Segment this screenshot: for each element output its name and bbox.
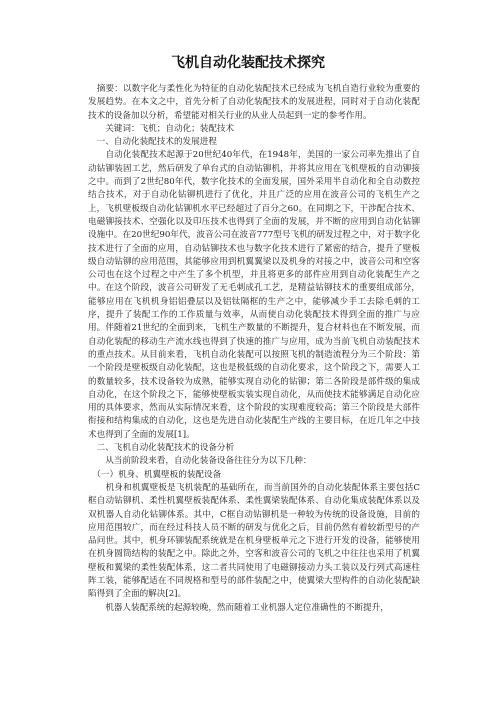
paragraph-equipment-intro: 从当前阶段来看，自动化装备设备往往分为以下几种： [88, 456, 312, 467]
page-title: 飞机自动化装配技术探究 [171, 55, 325, 71]
paragraph-robot-system: 机器人装配系统的起源较晚，然而随着工业机器人定位准确性的不断提升， [88, 602, 389, 613]
section-heading-2: 二、飞机自动化装配技术的设备分析 [88, 443, 235, 454]
keywords-paragraph: 关键词：飞机；自动化；装配技术 [88, 123, 235, 134]
document-body [88, 83, 420, 615]
section-heading-1: 一、自动化装配技术的发展进程 [88, 137, 217, 148]
subsection-heading-1: （一）机身、机翼壁板的装配设备 [88, 469, 222, 480]
paragraph-development: 自动化装配技术起源于20世纪40年代，在1948年，美国的一家公司率先推出了自动钻铆装固工艺，然后研发了单台式的自动钻铆机，并将其应用在飞机壁板的自动铆接之中。而到了2世纪80年代，数字化技术的全面发展，国外采用半自动化和全自动数控结合技术，对于自动化钻铆机进行了优化，并且广泛的应用在波音公司的飞机生产之上，飞机壁板级自动化钻铆机水平已经超过了百分之60。在同期之下，干涉配合技术、电磁铆接技术、空强化以及印压技术也得到了全面的发展，并不断的应用到自动化钻铆设施中。在20世纪90年代，波音公司在波音777型号飞机的研发过程之中，对于数字化技术进行了全面的应用，自动钻铆技术也与数字化技术进行了紧密的结合，提升了壁板级自动钻铆的应用范围，其能够应用到机翼翼梁以及机身的对接之中，波音公司和空客公司也在这个过程之中产生了多个机型，并且将更多的部件应用到自动化装配生产之中。在这个阶段，波音公司研发了无毛刺成孔工艺，是精益钻铆技术的重要组成部分，能够应用在飞机机身铝铝叠层以及铝钛隔框的生产之中，能够减少手工去除毛刺的工序，提升了装配工作的工作质量与效率，从而使自动化装配技术得到全面的推广与应用。伴随着21世纪的全面到来，飞机生产数量的不断提升，复合材料也在不断发展，而自动化装配的移动生产流水线也得到了快速的推广与应用，成为当前飞机自动装配技术的重点技术。从目前来看，飞机自动化装配可以按照飞机的制造流程分为三个阶段：第一个阶段是壁板级自动化装配，这也是极低级的自动化要求，这个阶段之下，需要人工的数量较多，技术设备较为成熟，能够实现自动化的钻铆；第二各阶段是部件级的集成自动化，在这个阶段之下，能够使壁板实装实现自动化，从而使技术能够满足自动化应用的具体要求，然而从实际情况来看，这个阶段的实现难度较高；第三个阶段是大部件衔接和结构集成的自动化，这也是先进自动化装配生产线的主要目标，在近几年之中技术也得到了全面的发展[1]。 [88, 150, 420, 440]
paragraph-panel-equipment: 机身和机翼壁板是飞机装配的基础所在，而当前国外的自动化装配体系主要包括C框自动钻铆机、柔性机翼壁板装配体系、柔性翼梁装配体系、自动化集成装配体系以及双机器人自动化钻铆体系。其中，C框自动钻铆机是一种较为传统的设备设施，目前的应用范围较广，而在经过科技人员不断的研发与优化之后，目前仍然有着较新型号的产品问世。其中，机身环铆装配系统就是在机身壁板单元之下进行开发的设备，能够使用在机身圆筒结构的装配之中。除此之外，空客和波音公司的飞机之中往往也采用了机翼壁板和翼梁的柔性装配体系，这二者共同使用了电磁铆接动力头工装以及行列式高速柱阵工装，能够配适在不同规格和型号的部件装配之中，使翼梁大型构件的自动化装配缺陷得到了全面的解决[2]。 [88, 482, 420, 600]
abstract-paragraph: 摘要：以数字化与柔性化为特征的自动化装配技术已经成为飞机自造行业较为重要的发展趋势。在本文之中，首先分析了自动化装配技术的发展进程，同时对于自动化装配技术的设备加以分析，希望能对相关行业的从业人员起到一定的参考作用。 [88, 84, 420, 121]
